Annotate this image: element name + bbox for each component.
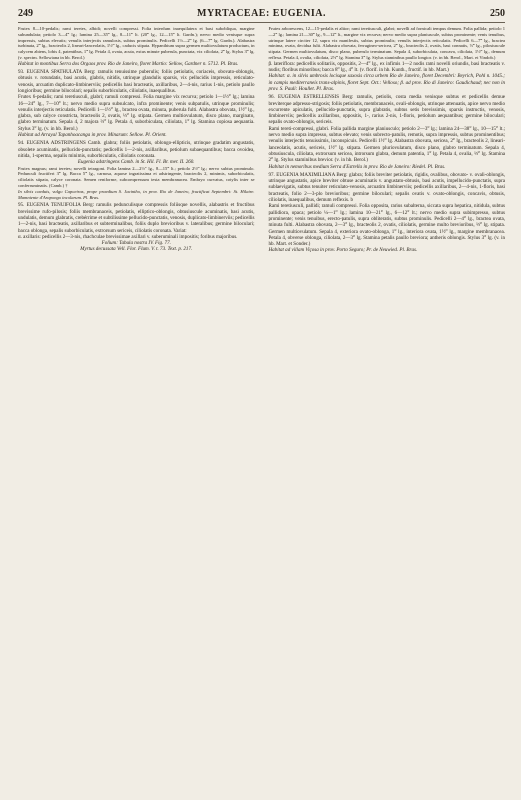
paragraph: β. lateriflora: pedicellis solitariis, oppositis, 2—4‴ lg., ex infimis 1—2 nodis rami novelli oriundis, basi bracteatis v. nudis; floribus minoribus; bacca 8‴ lg., 4‴ lt. (v. florif. in hb. Kunth., fructif. in hb. Mart.)	[268, 60, 505, 74]
paragraph: α. axillaris: pedicellis 2—3-nis, rhachculae brevissimae axillari v. suberuminali impositis; foribus majoribus.	[18, 233, 238, 240]
paragraph: Habitat: α. in silvis umbrosis locisque saxosis circa urbem Rio de Janeiro, floret Decembri: Beyrich, Pohl n. 1045.; in campis mediterraneis trans-alpinis, floret Sept. Oct.: Velloso; β. ad prov. Rio di Janeiro: Gaudichaud; nec non in prov. S. Pauli: Houllet. Pl. Bras.	[268, 73, 505, 92]
paragraph: Frutex 6-pedalis; rami teretiusculi, glabri; ramuli compressi. Folia margine vix recurva; petiolo 1—1½‴ lg.; lamina 16—24‴ lg., 7—10‴ lt.; nervo medio supra subsulcato, infra prominente; venis subpatulis, utrinque prominulis; venulis interjectis reticulatis. Pedicelli 1—1½‴ lg., bractea ovata, minuta, puberula fulti. Alabastra obovata, 1½‴ lg., glabra, sub calyce constricta, bracteolis 2, ovatis, ⅓‴ lg. stipata. Germen multiovulatum, disco plano, marginato, glabro terminatum. Sepala 4, 2 majora ⅔‴ lg. Petala 4, suborbiculata, ciliolata, 1‴ lg. Stamina copiosa aequantia. Stylus 3‴ lg. (v. in hb. Berol.)	[18, 94, 255, 132]
page-header	[18, 6, 505, 23]
paragraph: 96. EUGENIA ESTRELLENSIS Berg: ramulis, petiolis, costa media venisque subtus et pedicellis demue breviterque adpresso-strigosis; foliis petiolatis, membranaceis, ovali-oblongis, utrinque attenuatis, apice nervo medio excurrente apiculatis, pellucido-punctatis, supra glabratis, subtus setis brevissimis, sparsis instructis, venosis, limbinerviis; pedicellis axillaribus, oppositis, 1-, rarius 2-nis, 1-floris, petiolum aequantibus; germine biloculari; sepalis ovato-oblongis, sericeis.	[268, 94, 505, 126]
paragraph: Habitat ad Arrayal Tapanhoacanga in prov. Minarum: Sellow. Pl. Orient.	[18, 132, 167, 139]
paragraph: Habitat in montibus Serra dos Orgaos prov. Rio de Janeiro, floret Martio: Sellow, Gardner n. 5712. Pl. Bras.	[18, 60, 239, 67]
paragraph: 97. EUGENIA MAXIMILIANA Berg: glabra; foliis breviter petiolatis, rigidis, ovalibus, obovato- v. ovali-oblongis, utrinque angustatis, apice breviter obtuse acuminatis v. angustato-obtusis, basi acutis, impellucido-punctatis, supra sublaevigatis, subtus tenuiter reticulato-venosis, arcuatim limbinerviis; pedicellis axillaribus, 2—4-nis, 1-floris, basi bracteatis, folio 2—3-plo brevioribus; germine biloculari; sepalis ovatis v. ovato-oblongis, concavis, obtusis, ciliolatis, inaequalibus, demum reflexis. b	[268, 171, 505, 204]
paragraph: Rami tereti-compressi, glabri. Folia pallida margine planiusculo; petiolo 2—3‴ lg.; lamina 24—38‴ lg., 10—15‴ lt.; nervo medio supra impresso, subtus elevato; venis subrecto-patulis, remotis, supra impressis, subtus prominentibus; venulis interjectis tenuissimis, inconspicuis. Pedicelli 1½‴ lg. Alabastra obovata, sericea, 2‴ lg., bracteolis 2, lineari-lanceolatis, acutis, sericeis, 1½‴ lg. stipata. Germen pluriovulatum, disco plano, glabro terminatum. Sepala 4, obtusiuscula, ciliolata, extrorsum sericea, introrsum glabra, demum patentia, 1‴ lg. Petala 4, ovalia, ⅓‴ lg. Stamina 2‴ lg. Stylus staminibus brevior. (v. in hb. Berol.)	[268, 125, 505, 164]
paragraph: Rami teretiusculi, pallidi; ramuli compressi. Folia opposita, rarius subalterna, siccata supra hepatica, nitidula, subtus pallidiora, opaca; petiolo ¼—1‴ lg.; lamina 10—21‴ lg., 6—12‴ lt.; nervo medio supra subimpresso, subtus prominente; venis tenuibus, erecto-patulis, supra obliteratis, subtus prominulis. Pedicelli 2—4‴ lg., bractea ovata, minuta fulti. Alabastra obovata, 2—3‴ lg., bracteolis 2, ovatis, ciliolatis, germine multo brevioribus, ⅓‴ lg. stipata. Germen multiovulatum. Sepala 4, exteriora ovato-oblonga, 1‴ lg., interiora ovata, 1½‴ lg., margine membranacea. Petala 4, obverse oblonga, ciliolata, 2—3‴ lg. Stamina petalis paullo breviora; antheris oblongis. Stylus 3‴ lg. (v. in hb. Mart. et Sonder.)	[268, 203, 505, 248]
paragraph: Frutex magnus; rami teretes; novelli tetragoni. Folia lamina 2—2½″ lg., 8—15‴ lt.; petiolo 2½‴ lg.; nervo subtus prominulo. Pedunculi fructiferi 3‴ lg. Bacca 5‴ lg., carnosa, aquose ingratissima et adstringente, bracteolis 2, minimis, suborbiculatis, ciliolatis stipata, calyce coronata. Semen reniforme, subcompressum testa membranacea. Embryo curvatus, cotylis inter se conferruminatis. (Camb.) †	[18, 165, 255, 188]
paragraph: 95. EUGENIA TENUIFOLIA Berg: ramulis pedunculisque compressis foliisque novellis, alabastris et fructibus brevissime rufo-pilosis; foliis membranaceis, petiolatis, elliptico-oblongis, obtusiuscule acuminatis, basi acutis, undulatis, demum glabratis, crebérrime et subtilissime pellucido-punctatis, venosis, duplicato-limbinerviis; pedicellis 1—2-nis, basi bracteatis, axillaribus et subterminalibus, foliis duplo brevioribus v. lateralibus; germine biloculari; bacca oblonga, sepalis suborbiculatis, extrorsum sericeis, ciliolatis coronata. Variat:	[18, 202, 255, 234]
paragraph: Myrtus decussata Vell. Flor. Flum. V. t. 73. Text. p. 217.	[80, 246, 193, 253]
paragraph: 93. EUGENIA SPATHULATA Berg: ramulis tenuissime puberulis; foliis petiolatis, coriaceis, obovato-oblongis, obtusis v. rotundatis, basi acutis, glabris, nitidis, utrinque glandulis sparsis, vix pellucidis impressis, reticulato-venosis, arcuatim duplicato-limbinerviis; pedicellis basi bracteatis, axillaribus, 2—4-nis, rarius 1-nis, petiolo paullo longioribus; germine bilocolari; sepalis suborbiculatis, ciliolatis, inaequalibus.	[18, 69, 255, 94]
paragraph: Frutex arborescens, 12—15-pedalis et altior; rami teretiusculi, glabri; novelli ad fornicali tempus demum. Folia pallida; petiolo 1—2‴ lg.; lamina 21—30‴ lg., 9—12‴ lt., margine vix recurva; nervo medio supra planiuscule, subtus prominente; venis tenuibus, utrinque latere circiter 12, supra vix manifestis, subtus prominulis; venulis interjectis reticulatis. Pedicelli 6—7‴ lg., bractea minima, ovata, decidua fulti. Alabastra obovata, ferrugineo-sericea, 2‴ lg., bracteolis 2, ovatis, basi connatis, ⅓‴ lg., pilosiuscule stipata. Germen multiovulatum, disco plano, puberulo terminatum. Sepala 4, suborbiculata, concava, ciliolata, 1½‴ lg., demum reflexa. Petala 4, ovalia, ciliolata, 2½‴ lg. Stamina 3‴ lg. Stylus staminibus paullo longior. (v. in hb. Berol., Mart. et Vindob.)	[268, 26, 505, 60]
paragraph: Frutex 8—10-pedalis; rami teretes, albidi; novelli compressi. Folia interdum inaequilatera et basi subobliqua, margine subundulata; petiolo 3—4‴ lg.; lamina 25—35‴ lg., 8—11‴ lt. (20‴ lg., 12—15‴ lt. Gardn.); nervo medio venisque supra impressis, subtus elevatis; venulis interjectis ramulosis, subtus prominulis. Pedicelli 1½—2‴ lg. (6—7‴ lg. Gardn.). Alabastra turbinata, 2‴ lg., bracteolis 2, lineari-lanceolatis, 1½‴ lg., caducis stipata. Hypanthium supra germen multiovulatum productum, in calycem abiens, lobis 4, patentibus, 1‴ lg. Petala 4, ovata, acuta, extus minute puberula, punctata, vix ciliolata, 2‴ lg. Stylus 3‴ lg. (v. spectm. Sellowiana in hb. Berol.)	[18, 26, 255, 60]
paragraph: Habitat ad villam Viçosa in prov. Porto Seguro; Pr. de Neuwied. Pl. Bras.	[268, 247, 418, 254]
left-page-number: 249	[18, 8, 33, 19]
right-page-number: 250	[490, 8, 505, 19]
paragraph: Habitat in nemoribus medium Serra d'Estrella in prov. Rio de Janeiro: Riedel. Pl. Bras.	[268, 163, 446, 170]
running-title: MYRTACEAE: EUGENIA.	[197, 8, 326, 19]
paragraph: Eugenia adstringens Camb. in St. Hil. Fl. Br. mer. II. 260.	[77, 159, 195, 166]
paragraph: In silvis caeduis, vulgo Capoeiras, prope praedium S. Jacintho, in prov. Rio de Janeiro, fructificat Septembri: St. Hilaire. Mamniente d'Arapongo incolarum. Pl. Bras.	[18, 188, 255, 200]
paragraph: 94. EUGENIA ADSTRINGENS Camb. glabra; foliis petiolatis, oblongo-ellipticis, utrinque gradatim angustatis, obsolete acuminatis, pellucido-punctatis; pedicellis 1—2-nis, axillaribus, petiolum subaequantibus; bacca ovoidea, nitida, 1-sperma, sepalis minimis, suborbiculatis, ciliolatis coronata.	[18, 140, 255, 159]
left-column	[18, 26, 255, 254]
right-column	[269, 26, 506, 254]
text-columns	[18, 26, 505, 254]
paragraph: Folium: Tabula nostra IV. Fig. 77.	[101, 240, 171, 247]
